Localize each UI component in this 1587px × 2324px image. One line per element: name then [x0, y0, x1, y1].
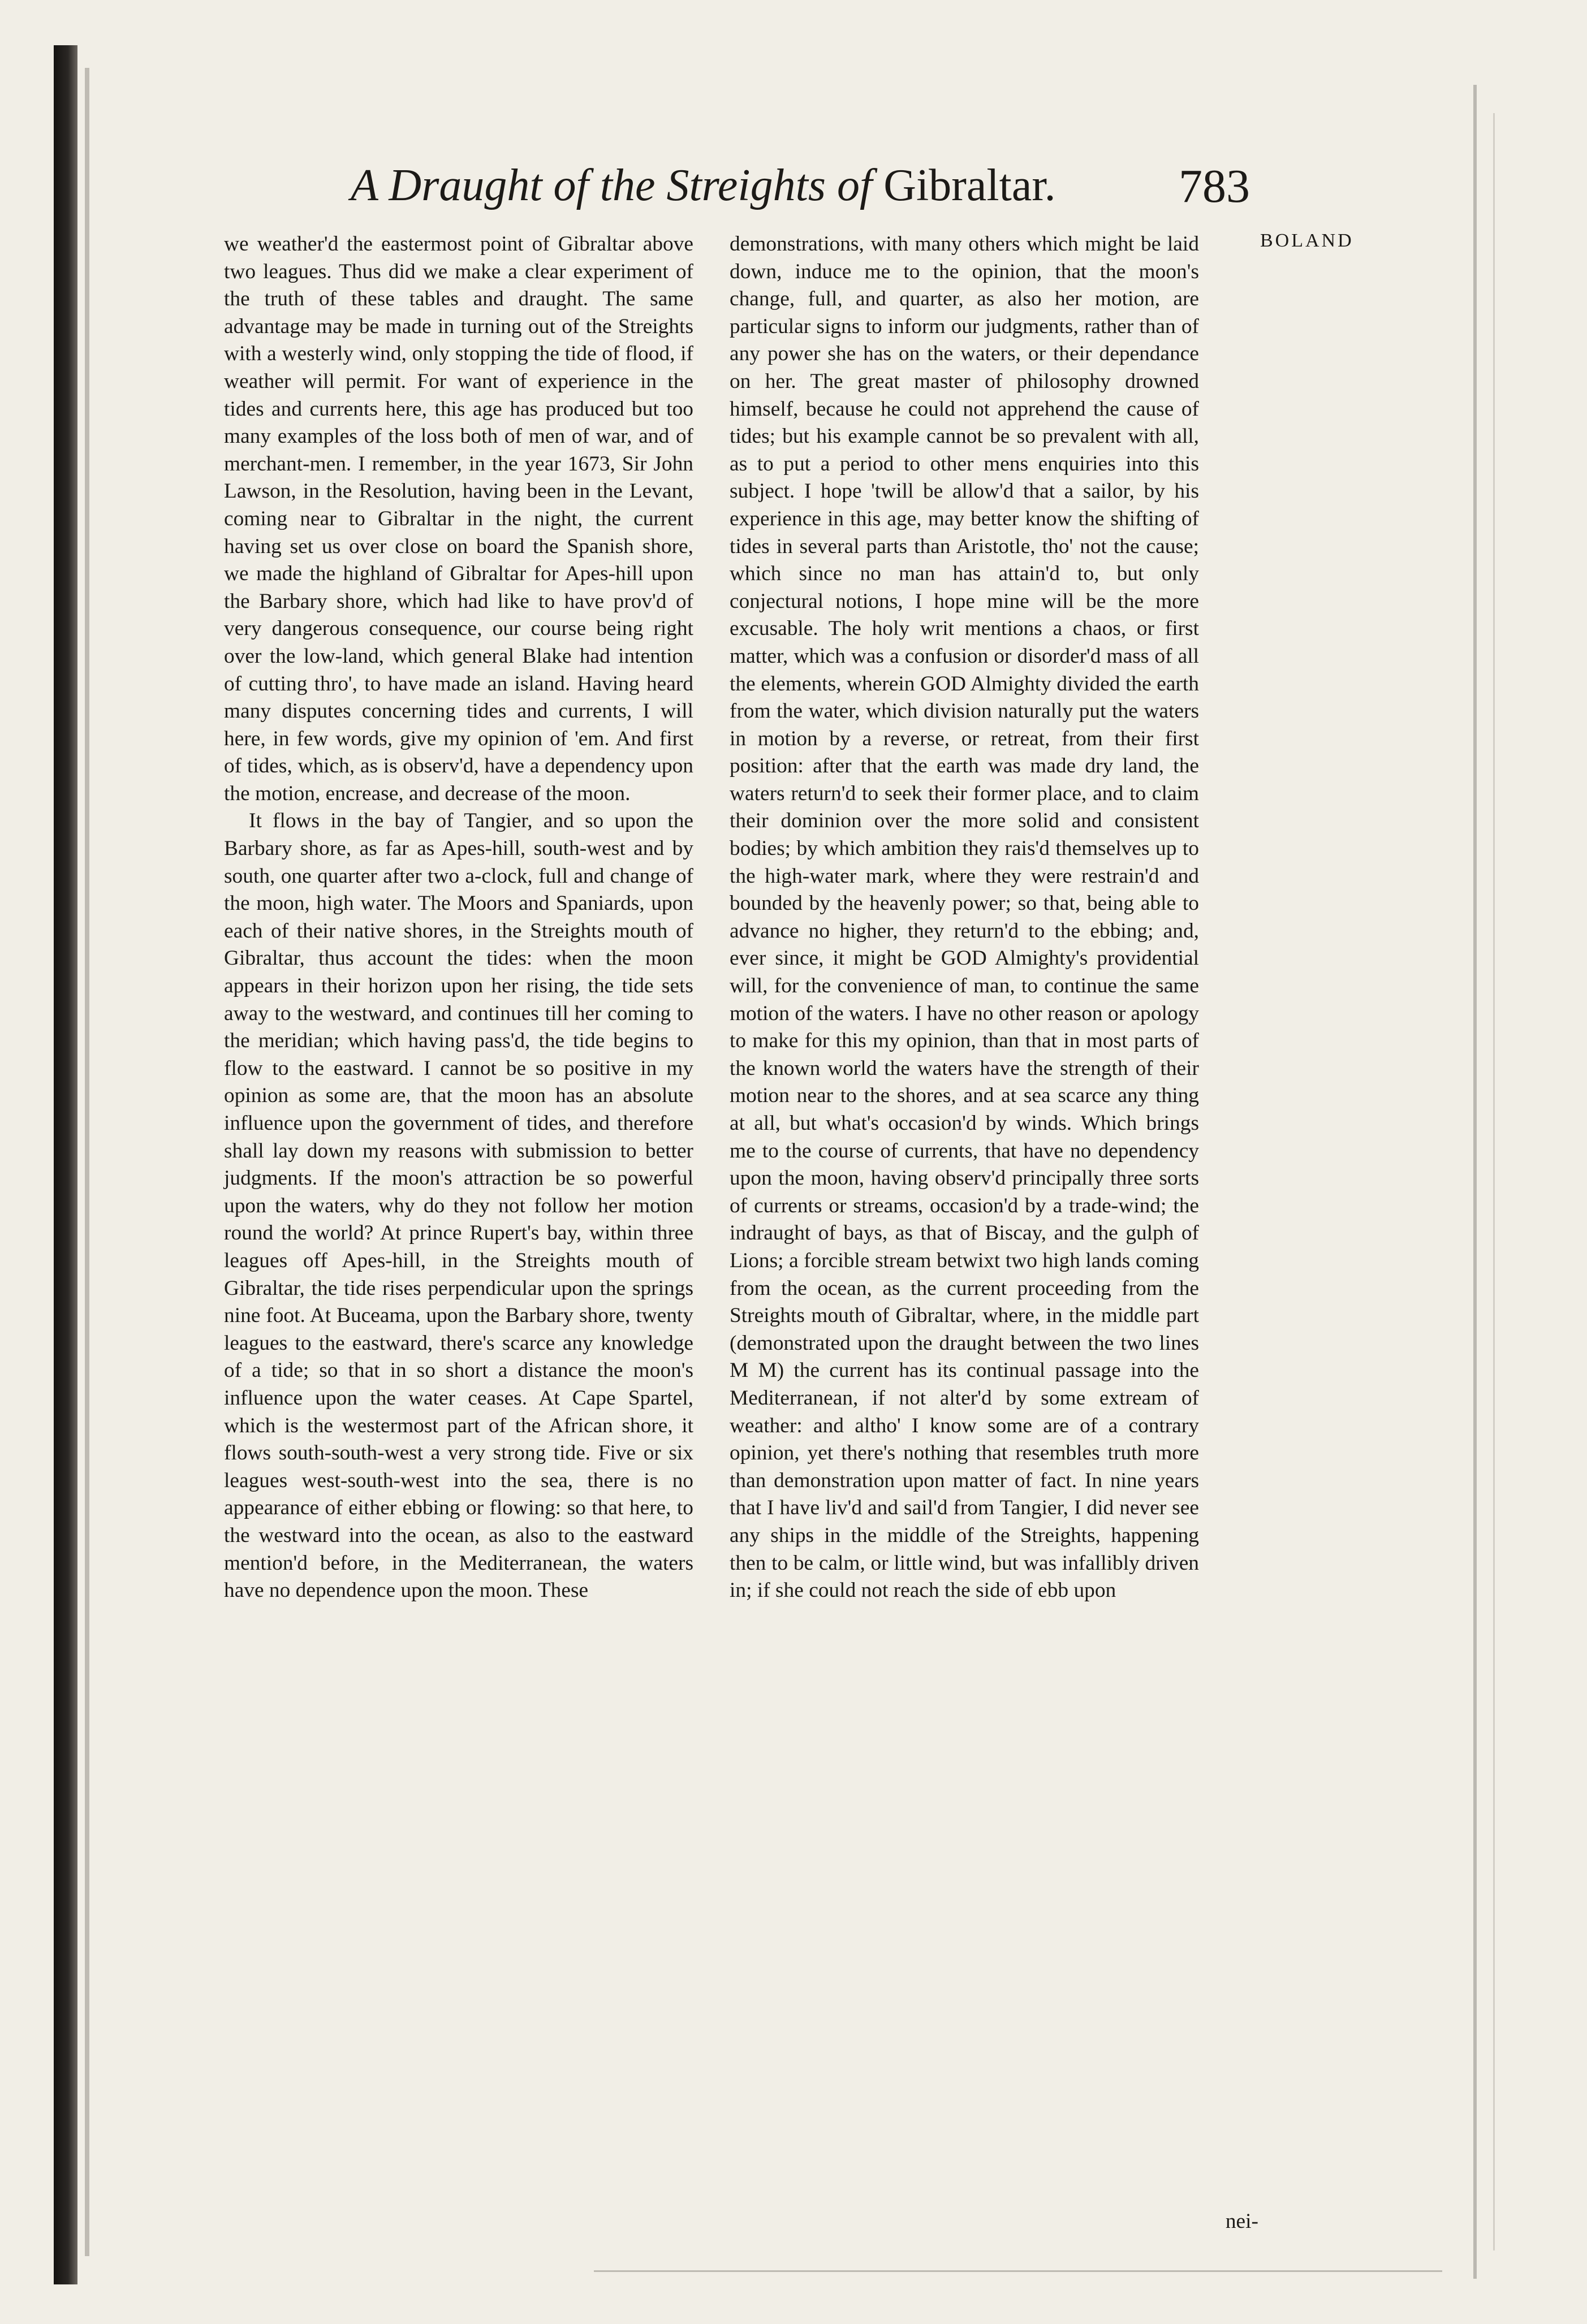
left-paragraph-2: It flows in the bay of Tangier, and so upon the Barbary shore, as far as Apes-hill, south-west and by south, one quarter after two a-clock, full and change of the moon, high water. The Moors and Spaniards, upon each of their native shores, in the Streights mouth of Gibraltar, thus account the tides: when the moon appears in their horizon upon her rising, the tide sets away to the westward, and continues till her coming to the meridian; which having pass'd, the tide begins to flow to the eastward. I cannot be so positive in my opinion as some are, that the moon has an absolute influence upon the government of tides, and therefore shall lay down my reasons with submission to better judgments. If the moon's attraction be so powerful upon the waters, why do they not follow her motion round the world? At prince Rupert's bay, within three leagues off Apes-hill, in the Streights mouth of Gibraltar, the tide rises perpendicular upon the springs nine foot. At Buceama, upon the Barbary shore, twenty leagues to the eastward, there's scarce any knowledge of a tide; so that in so short a distance the moon's influence upon the water ceases. At Cape Spartel, which is the westermost part of the African shore, it flows south-south-west a very strong tide. Five or six leagues west-south-west into the sea, there is no appearance of either ebbing or flowing: so that here, to the westward into the ocean, as also to the eastward mention'd before, in the Mediterranean, the waters have no dependence upon the moon. These — [224, 809, 693, 1602]
marginal-note: BOLAND — [1260, 230, 1354, 251]
page-edge-right — [1473, 85, 1477, 2279]
bottom-edge-line — [594, 2270, 1442, 2272]
page-gutter-line — [85, 68, 89, 2256]
header-title-place: Gibraltar. — [883, 161, 1056, 210]
catchword: nei- — [1225, 2210, 1258, 2233]
page-number: 783 — [1179, 160, 1250, 213]
book-binding-shadow — [54, 45, 77, 2284]
right-paragraph-1: demonstrations, with many others which might be laid down, induce me to the opinion, that the moon's change, full, and quarter, as also her motion, are particular signs to inform our judgments, rather than of any power she has on the waters, or their dependance on her. The great master of philosophy drowned himself, because he could not apprehend the cause of tides; but his example cannot be so prevalent with all, as to put a period to other mens enquiries into this subject. I hope 'twill be allow'd that a sailor, by his experience in this age, may better know the shifting of tides in several parts than Aristotle, tho' not the cause; which since no man has attain'd to, but only conjectural notions, I hope mine will be the more excusable. The holy writ mentions a chaos, or first matter, which was a confusion or disorder'd mass of all the elements, wherein GOD Almighty divided the earth from the water, which division naturally put the waters in motion by a reverse, or retreat, from their first position: after that the earth was made dry land, the waters return'd to seek their former place, and to claim their dominion over the more solid and consistent bodies; by which ambition they rais'd themselves up to the high-water mark, where they were restrain'd and bounded by the heavenly power; so that, being able to advance no higher, they return'd to the ebbing; and, ever since, it might be GOD Almighty's providential will, for the convenience of man, to continue the same motion of the waters. I have no other reason or apology to make for this my opinion, than that in most parts of the known world the waters have the strength of their motion near to the shores, and at sea scarce any thing at all, but what's occasion'd by winds. Which brings me to the course of currents, that have no dependency upon the moon, having observ'd principally three sorts of currents or streams, occasion'd by a trade-wind; the indraught of bays, as that of Biscay, and the gulph of Lions; a forcible stream betwixt two high lands coming from the ocean, as the current proceeding from the Streights mouth of Gibraltar, where, in the middle part (demonstrated upon the draught between the two lines M M) the current has its continual passage into the Mediterranean, if not alter'd by some extream of weather: and altho' I know some are of a contrary opinion, yet there's nothing that resembles truth more than demonstration upon matter of fact. In nine years that I have liv'd and sail'd from Tangier, I did never see any ships in the middle of the Streights, happening then to be calm, or little wind, but was infallibly driven in; if she could not reach the side of ebb upon — [730, 232, 1199, 1602]
page-edge-right-inner — [1493, 113, 1495, 2250]
header-title: A Draught of the Streights of — [351, 161, 873, 210]
right-column — [730, 231, 1199, 1605]
left-column — [224, 231, 693, 1605]
left-paragraph-1: we weather'd the eastermost point of Gibraltar above two leagues. Thus did we make a clear experiment of the truth of these tables and draught. The same advantage may be made in turning out of the Streights with a westerly wind, only stopping the tide of flood, if weather will permit. For want of experience in the tides and currents here, this age has produced but too many examples of the loss both of men of war, and of merchant-men. I remember, in the year 1673, Sir John Lawson, in the Resolution, having been in the Levant, coming near to Gibraltar in the night, the current having set us over close on board the Spanish shore, we made the highland of Gibraltar for Apes-hill upon the Barbary shore, which had like to have prov'd of very dangerous consequence, our course being right over the low-land, which general Blake had intention of cutting thro', to have made an island. Having heard many disputes concerning tides and currents, I will here, in few words, give my opinion of 'em. And first of tides, which, as is observ'd, have a dependency upon the motion, encrease, and decrease of the moon. — [224, 232, 693, 805]
